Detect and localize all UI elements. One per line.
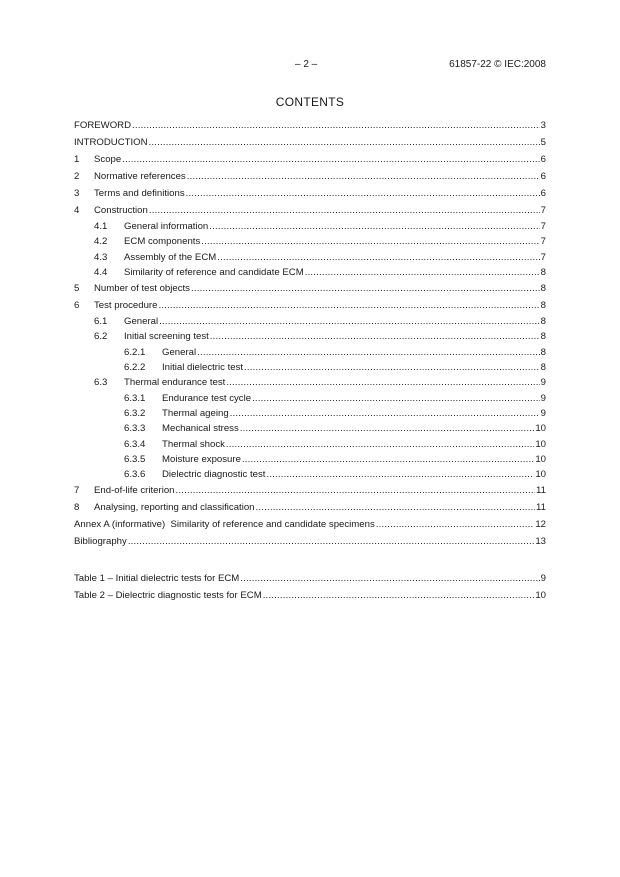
toc-entry-page: 10 [535, 453, 546, 465]
toc-entry-label: Construction [94, 205, 148, 216]
dot-leader [201, 234, 539, 249]
toc-entry-initial-screening-test[interactable] [74, 329, 546, 344]
toc-entry-number: 6.2.2 [124, 362, 146, 374]
dot-leader [187, 168, 540, 185]
toc-entry-number: 6.3 [94, 377, 108, 389]
toc-entry-label: General [162, 346, 197, 358]
toc-entry-number: 5 [74, 283, 80, 295]
toc-entry-page: 9 [540, 407, 546, 419]
dot-leader [266, 467, 534, 482]
toc-entry-page: 8 [540, 266, 546, 278]
toc-entry-general[interactable] [74, 314, 546, 329]
toc-entry-label: Mechanical stress [162, 423, 239, 435]
toc-entry-foreword[interactable] [74, 117, 546, 134]
toc-entry-label: Moisture exposure [162, 453, 241, 465]
toc-entry-page: 8 [540, 283, 546, 295]
toc-entry-label: Initial dielectric test [162, 362, 244, 374]
toc-entry-label: Annex A (informative) Similarity of reference and candidate specimens [74, 519, 375, 531]
page-header [0, 59, 620, 73]
toc-entry-label: ECM components [124, 236, 201, 248]
dot-leader [176, 482, 536, 499]
toc-entry-page: 3 [540, 120, 546, 131]
table-entry-label: Table 2 – Dielectric diagnostic tests for ECM [74, 590, 262, 602]
toc-entry-page: 8 [540, 331, 546, 343]
dot-leader [149, 202, 540, 219]
toc-entry-label: Analysing, reporting and classification [94, 502, 255, 514]
toc-entry-page: 7 [540, 205, 546, 216]
toc-entry-label: End-of-life criterion [94, 485, 175, 497]
toc-entry-label: Test procedure [94, 300, 158, 312]
toc-entry-page: 6 [540, 188, 546, 199]
toc-entry-analysing-reporting[interactable] [74, 499, 546, 516]
document-id: 61857-22 © IEC:2008 [449, 59, 546, 70]
toc-entry-number: 4.1 [94, 221, 108, 232]
toc-entry-thermal-shock[interactable] [74, 437, 546, 452]
toc-entry-number: 6.3.1 [124, 392, 146, 404]
toc-entry-number: 4.3 [94, 251, 108, 263]
toc-entry-general-information[interactable] [74, 219, 546, 234]
toc-entry-initial-dielectric-test[interactable] [74, 360, 546, 375]
dot-leader [240, 570, 539, 587]
spacer [74, 550, 546, 570]
toc-entry-page: 7 [540, 236, 546, 248]
dot-leader [191, 280, 540, 297]
dot-leader [240, 421, 535, 436]
dot-leader [132, 117, 540, 134]
toc-entry-label: Initial screening test [124, 331, 209, 343]
table-entry-page: 9 [540, 573, 546, 585]
toc-entry-label: General [124, 316, 159, 328]
toc-entry-end-of-life-criterion[interactable] [74, 482, 546, 499]
toc-entry-introduction[interactable] [74, 134, 546, 151]
toc-entry-label: Similarity of reference and candidate ECM [124, 266, 304, 278]
toc-entry-label: Thermal endurance test [124, 377, 226, 389]
toc-entry-page: 6 [540, 154, 546, 165]
toc-entry-dielectric-diagnostic-test[interactable] [74, 467, 546, 482]
toc-entry-number: 4.2 [94, 236, 108, 248]
toc-entry-page: 7 [540, 251, 546, 263]
dot-leader [128, 533, 535, 550]
toc-entry-number: 8 [74, 502, 80, 514]
toc-entry-label: Number of test objects [94, 283, 190, 295]
dot-leader [226, 437, 534, 452]
toc-entry-assembly-of-the-ecm[interactable] [74, 250, 546, 265]
dot-leader [252, 391, 540, 406]
toc-entry-number: 6 [74, 300, 80, 312]
toc-entry-page: 6 [540, 171, 546, 182]
toc-entry-label: Bibliography [74, 536, 127, 548]
toc-entry-page: 9 [540, 392, 546, 404]
table-of-contents [74, 117, 546, 604]
toc-entry-screening-general[interactable] [74, 345, 546, 360]
dot-leader [217, 250, 539, 265]
toc-entry-terms-and-definitions[interactable] [74, 185, 546, 202]
dot-leader [158, 297, 539, 314]
toc-entry-number: 6.3.3 [124, 423, 146, 435]
toc-entry-number: 1 [74, 154, 80, 165]
toc-entry-page: 13 [535, 536, 546, 548]
page-number: – 2 – [295, 59, 318, 70]
toc-entry-number: 2 [74, 171, 80, 182]
toc-entry-page: 8 [540, 300, 546, 312]
page-title: CONTENTS [275, 95, 345, 109]
toc-entry-scope[interactable] [74, 151, 546, 168]
table-entry-table-1[interactable] [74, 570, 546, 587]
toc-entry-page: 11 [536, 502, 546, 514]
dot-leader [376, 516, 535, 533]
table-entry-label: Table 1 – Initial dielectric tests for ECM [74, 573, 240, 585]
toc-entry-label: Dielectric diagnostic test [162, 469, 266, 481]
toc-entry-number: 3 [74, 188, 80, 199]
toc-entry-thermal-endurance-test[interactable] [74, 375, 546, 390]
toc-entry-page: 10 [535, 469, 546, 481]
toc-entry-label: General information [124, 221, 209, 232]
toc-entry-number: 6.1 [94, 316, 108, 328]
toc-entry-page: 8 [540, 346, 546, 358]
toc-entry-page: 10 [535, 423, 546, 435]
dot-leader [186, 185, 540, 202]
toc-entry-label: Assembly of the ECM [124, 251, 217, 263]
toc-entry-number: 4.4 [94, 266, 108, 278]
toc-entry-mechanical-stress[interactable] [74, 421, 546, 436]
toc-entry-number: 6.2.1 [124, 346, 146, 358]
toc-entry-label: Terms and definitions [94, 188, 185, 199]
toc-entry-number: 6.3.4 [124, 438, 146, 450]
table-entry-page: 10 [535, 590, 546, 602]
toc-entry-number: 4 [74, 205, 80, 216]
toc-entry-endurance-test-cycle[interactable] [74, 391, 546, 406]
toc-entry-number: 6.3.2 [124, 407, 146, 419]
dot-leader [230, 406, 540, 421]
toc-entry-label: Normative references [94, 171, 186, 182]
dot-leader [256, 499, 536, 516]
toc-entry-normative-references[interactable] [74, 168, 546, 185]
toc-entry-label: Thermal ageing [162, 407, 229, 419]
toc-entry-label: Scope [94, 154, 122, 165]
toc-entry-similarity-of-reference[interactable] [74, 265, 546, 280]
toc-entry-page: 8 [540, 362, 546, 374]
toc-entry-annex-a[interactable] [74, 516, 546, 533]
toc-entry-test-procedure[interactable] [74, 297, 546, 314]
toc-entry-thermal-ageing[interactable] [74, 406, 546, 421]
toc-entry-ecm-components[interactable] [74, 234, 546, 249]
dot-leader [242, 452, 534, 467]
dot-leader [159, 314, 540, 329]
toc-entry-label: INTRODUCTION [74, 137, 148, 148]
toc-entry-number: 6.3.5 [124, 453, 146, 465]
toc-entry-number: 7 [74, 485, 80, 497]
toc-entry-number: 6.3.6 [124, 469, 146, 481]
dot-leader [305, 265, 540, 280]
dot-leader [244, 360, 540, 375]
toc-entry-page: 7 [540, 221, 546, 232]
toc-entry-page: 8 [540, 316, 546, 328]
toc-entry-page: 12 [535, 519, 546, 531]
dot-leader [149, 134, 540, 151]
toc-entry-page: 11 [536, 485, 546, 497]
toc-entry-page: 10 [535, 438, 546, 450]
toc-entry-construction[interactable] [74, 202, 546, 219]
toc-entry-bibliography[interactable] [74, 533, 546, 550]
dot-leader [197, 345, 540, 360]
toc-entry-moisture-exposure[interactable] [74, 452, 546, 467]
toc-entry-label: Thermal shock [162, 438, 225, 450]
toc-entry-page: 5 [540, 137, 546, 148]
dot-leader [263, 587, 535, 604]
table-entry-table-2[interactable] [74, 587, 546, 604]
toc-entry-label: Endurance test cycle [162, 392, 252, 404]
toc-entry-number-of-test-objects[interactable] [74, 280, 546, 297]
dot-leader [210, 329, 540, 344]
dot-leader [226, 375, 539, 390]
toc-entry-page: 9 [540, 377, 546, 389]
dot-leader [122, 151, 539, 168]
toc-entry-number: 6.2 [94, 331, 108, 343]
dot-leader [209, 219, 539, 234]
toc-entry-label: FOREWORD [74, 120, 132, 131]
